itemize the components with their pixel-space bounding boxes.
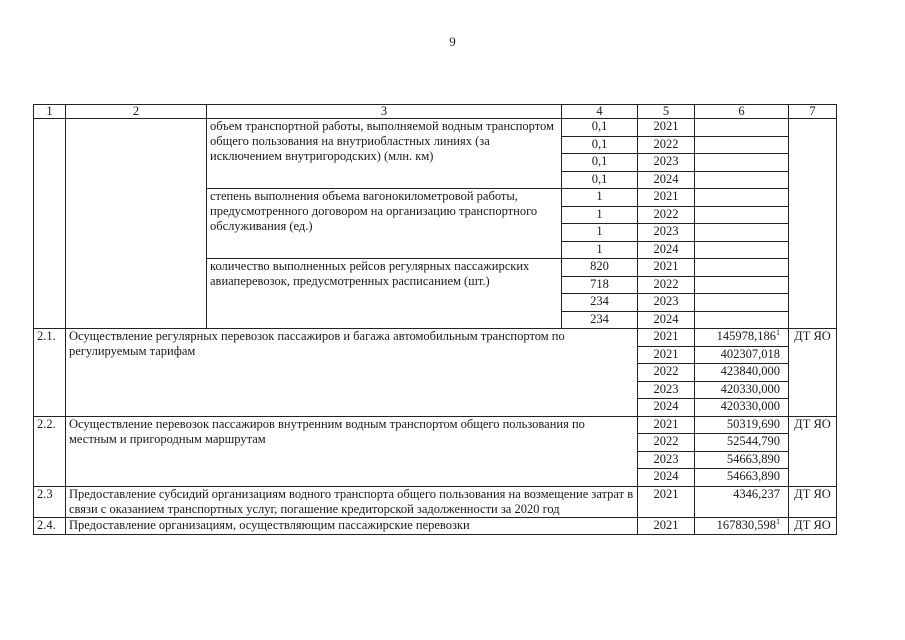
indicator-year: 2021 xyxy=(638,119,695,137)
indicator-row xyxy=(34,119,837,137)
indicator-value: 0,1 xyxy=(562,154,638,172)
measure-number: 2.4. xyxy=(34,517,66,535)
amount-cell xyxy=(695,154,789,172)
measure-number: 2.3 xyxy=(34,486,66,517)
measure-year: 2022 xyxy=(638,434,695,452)
indicator-value: 1 xyxy=(562,241,638,259)
measure-year: 2023 xyxy=(638,451,695,469)
footnote-mark: 1 xyxy=(776,517,780,526)
indicator-year: 2022 xyxy=(638,206,695,224)
indicator-description: степень выполнения объема вагонокилометровой работы, предусмотренного договором на организацию транспортного обслуживания (ед.) xyxy=(207,189,562,259)
measure-amount xyxy=(695,381,789,399)
indicator-value: 234 xyxy=(562,294,638,312)
measure-amount xyxy=(695,517,789,535)
measure-row xyxy=(34,329,837,347)
measure-year: 2024 xyxy=(638,469,695,487)
header-cell: 7 xyxy=(789,105,837,119)
amount-value: 54663,890 xyxy=(726,469,780,483)
amount-value: 4346,237 xyxy=(733,486,780,501)
measure-year: 2022 xyxy=(638,364,695,382)
measure-row xyxy=(34,486,837,517)
amount-value: 423840,000 xyxy=(720,364,780,378)
indicator-year: 2024 xyxy=(638,241,695,259)
header-cell: 1 xyxy=(34,105,66,119)
measure-row xyxy=(34,517,837,535)
indicator-description: количество выполненных рейсов регулярных пассажирских авиаперевозок, предусмотренных расписанием (шт.) xyxy=(207,259,562,329)
measure-year: 2024 xyxy=(638,399,695,417)
indicator-value: 1 xyxy=(562,206,638,224)
amount-cell xyxy=(695,171,789,189)
header-row xyxy=(34,105,837,119)
page-number: 9 xyxy=(449,34,456,49)
amount-cell xyxy=(695,136,789,154)
indicator-value: 0,1 xyxy=(562,119,638,137)
amount-cell xyxy=(695,206,789,224)
measure-executor: ДТ ЯО xyxy=(789,416,837,486)
amount-value: 145978,186 xyxy=(716,329,776,343)
amount-cell xyxy=(695,224,789,242)
amount-value: 52544,790 xyxy=(726,434,780,448)
amount-cell xyxy=(695,241,789,259)
indicator-year: 2021 xyxy=(638,189,695,207)
measure-text: Предоставление организациям, осуществляющим пассажирские перевозки xyxy=(66,517,638,535)
measure-text: Осуществление перевозок пассажиров внутренним водным транспортом общего пользования по местным и пригородным маршрутам xyxy=(66,416,638,486)
indicator-value: 1 xyxy=(562,224,638,242)
measure-text: Осуществление регулярных перевозок пассажиров и багажа автомобильным транспортом по регулируемым тарифам xyxy=(66,329,638,417)
amount-value: 167830,598 xyxy=(716,517,776,532)
indicator-year: 2024 xyxy=(638,311,695,329)
indicator-year: 2022 xyxy=(638,276,695,294)
header-cell: 4 xyxy=(562,105,638,119)
measure-year: 2023 xyxy=(638,381,695,399)
indicator-value: 0,1 xyxy=(562,136,638,154)
measure-amount xyxy=(695,416,789,434)
num-cell xyxy=(34,119,66,329)
indicator-value: 0,1 xyxy=(562,171,638,189)
header-cell: 2 xyxy=(66,105,207,119)
measure-executor: ДТ ЯО xyxy=(789,486,837,517)
amount-value: 402307,018 xyxy=(720,346,780,361)
measure-text: Предоставление субсидий организациям водного транспорта общего пользования на возмещение затрат в связи с оказанием транспортных услуг, погашение кредиторской задолженности за 2020 год xyxy=(66,486,638,517)
amount-cell xyxy=(695,276,789,294)
amount-value: 420330,000 xyxy=(720,381,780,396)
measure-amount xyxy=(695,364,789,382)
measure-year: 2021 xyxy=(638,329,695,347)
header-cell: 5 xyxy=(638,105,695,119)
footnote-mark: 1 xyxy=(776,328,780,337)
amount-cell xyxy=(695,189,789,207)
measure-amount xyxy=(695,434,789,452)
amount-cell xyxy=(695,119,789,137)
header-cell: 6 xyxy=(695,105,789,119)
header-cell: 3 xyxy=(207,105,562,119)
indicator-value: 718 xyxy=(562,276,638,294)
indicator-value: 234 xyxy=(562,311,638,329)
amount-cell xyxy=(695,311,789,329)
measure-amount xyxy=(695,469,789,487)
measure-executor: ДТ ЯО xyxy=(789,517,837,535)
measure-amount xyxy=(695,451,789,469)
amount-value: 50319,690 xyxy=(726,416,780,431)
indicator-description: объем транспортной работы, выполняемой водным транспортом общего пользования на внутриобластных линиях (за исключением внутригородских) (млн. км) xyxy=(207,119,562,189)
executor-cell xyxy=(789,119,837,329)
indicator-value: 1 xyxy=(562,189,638,207)
indicator-year: 2022 xyxy=(638,136,695,154)
measure-amount xyxy=(695,346,789,364)
measure-number: 2.1. xyxy=(34,329,66,417)
indicator-year: 2023 xyxy=(638,154,695,172)
measure-amount xyxy=(695,486,789,517)
indicator-year: 2023 xyxy=(638,224,695,242)
measure-amount xyxy=(695,399,789,417)
measure-year: 2021 xyxy=(638,416,695,434)
amount-value: 420330,000 xyxy=(720,399,780,413)
measure-amount xyxy=(695,329,789,347)
amount-cell xyxy=(695,294,789,312)
measure-row xyxy=(34,416,837,434)
measure-number: 2.2. xyxy=(34,416,66,486)
indicator-year: 2024 xyxy=(638,171,695,189)
measure-year: 2021 xyxy=(638,346,695,364)
measure-executor: ДТ ЯО xyxy=(789,329,837,417)
measure-cell xyxy=(66,119,207,329)
indicator-value: 820 xyxy=(562,259,638,277)
measure-year: 2021 xyxy=(638,517,695,535)
indicator-year: 2023 xyxy=(638,294,695,312)
indicator-year: 2021 xyxy=(638,259,695,277)
measure-year: 2021 xyxy=(638,486,695,517)
amount-cell xyxy=(695,259,789,277)
program-table xyxy=(33,104,837,535)
amount-value: 54663,890 xyxy=(726,451,780,466)
